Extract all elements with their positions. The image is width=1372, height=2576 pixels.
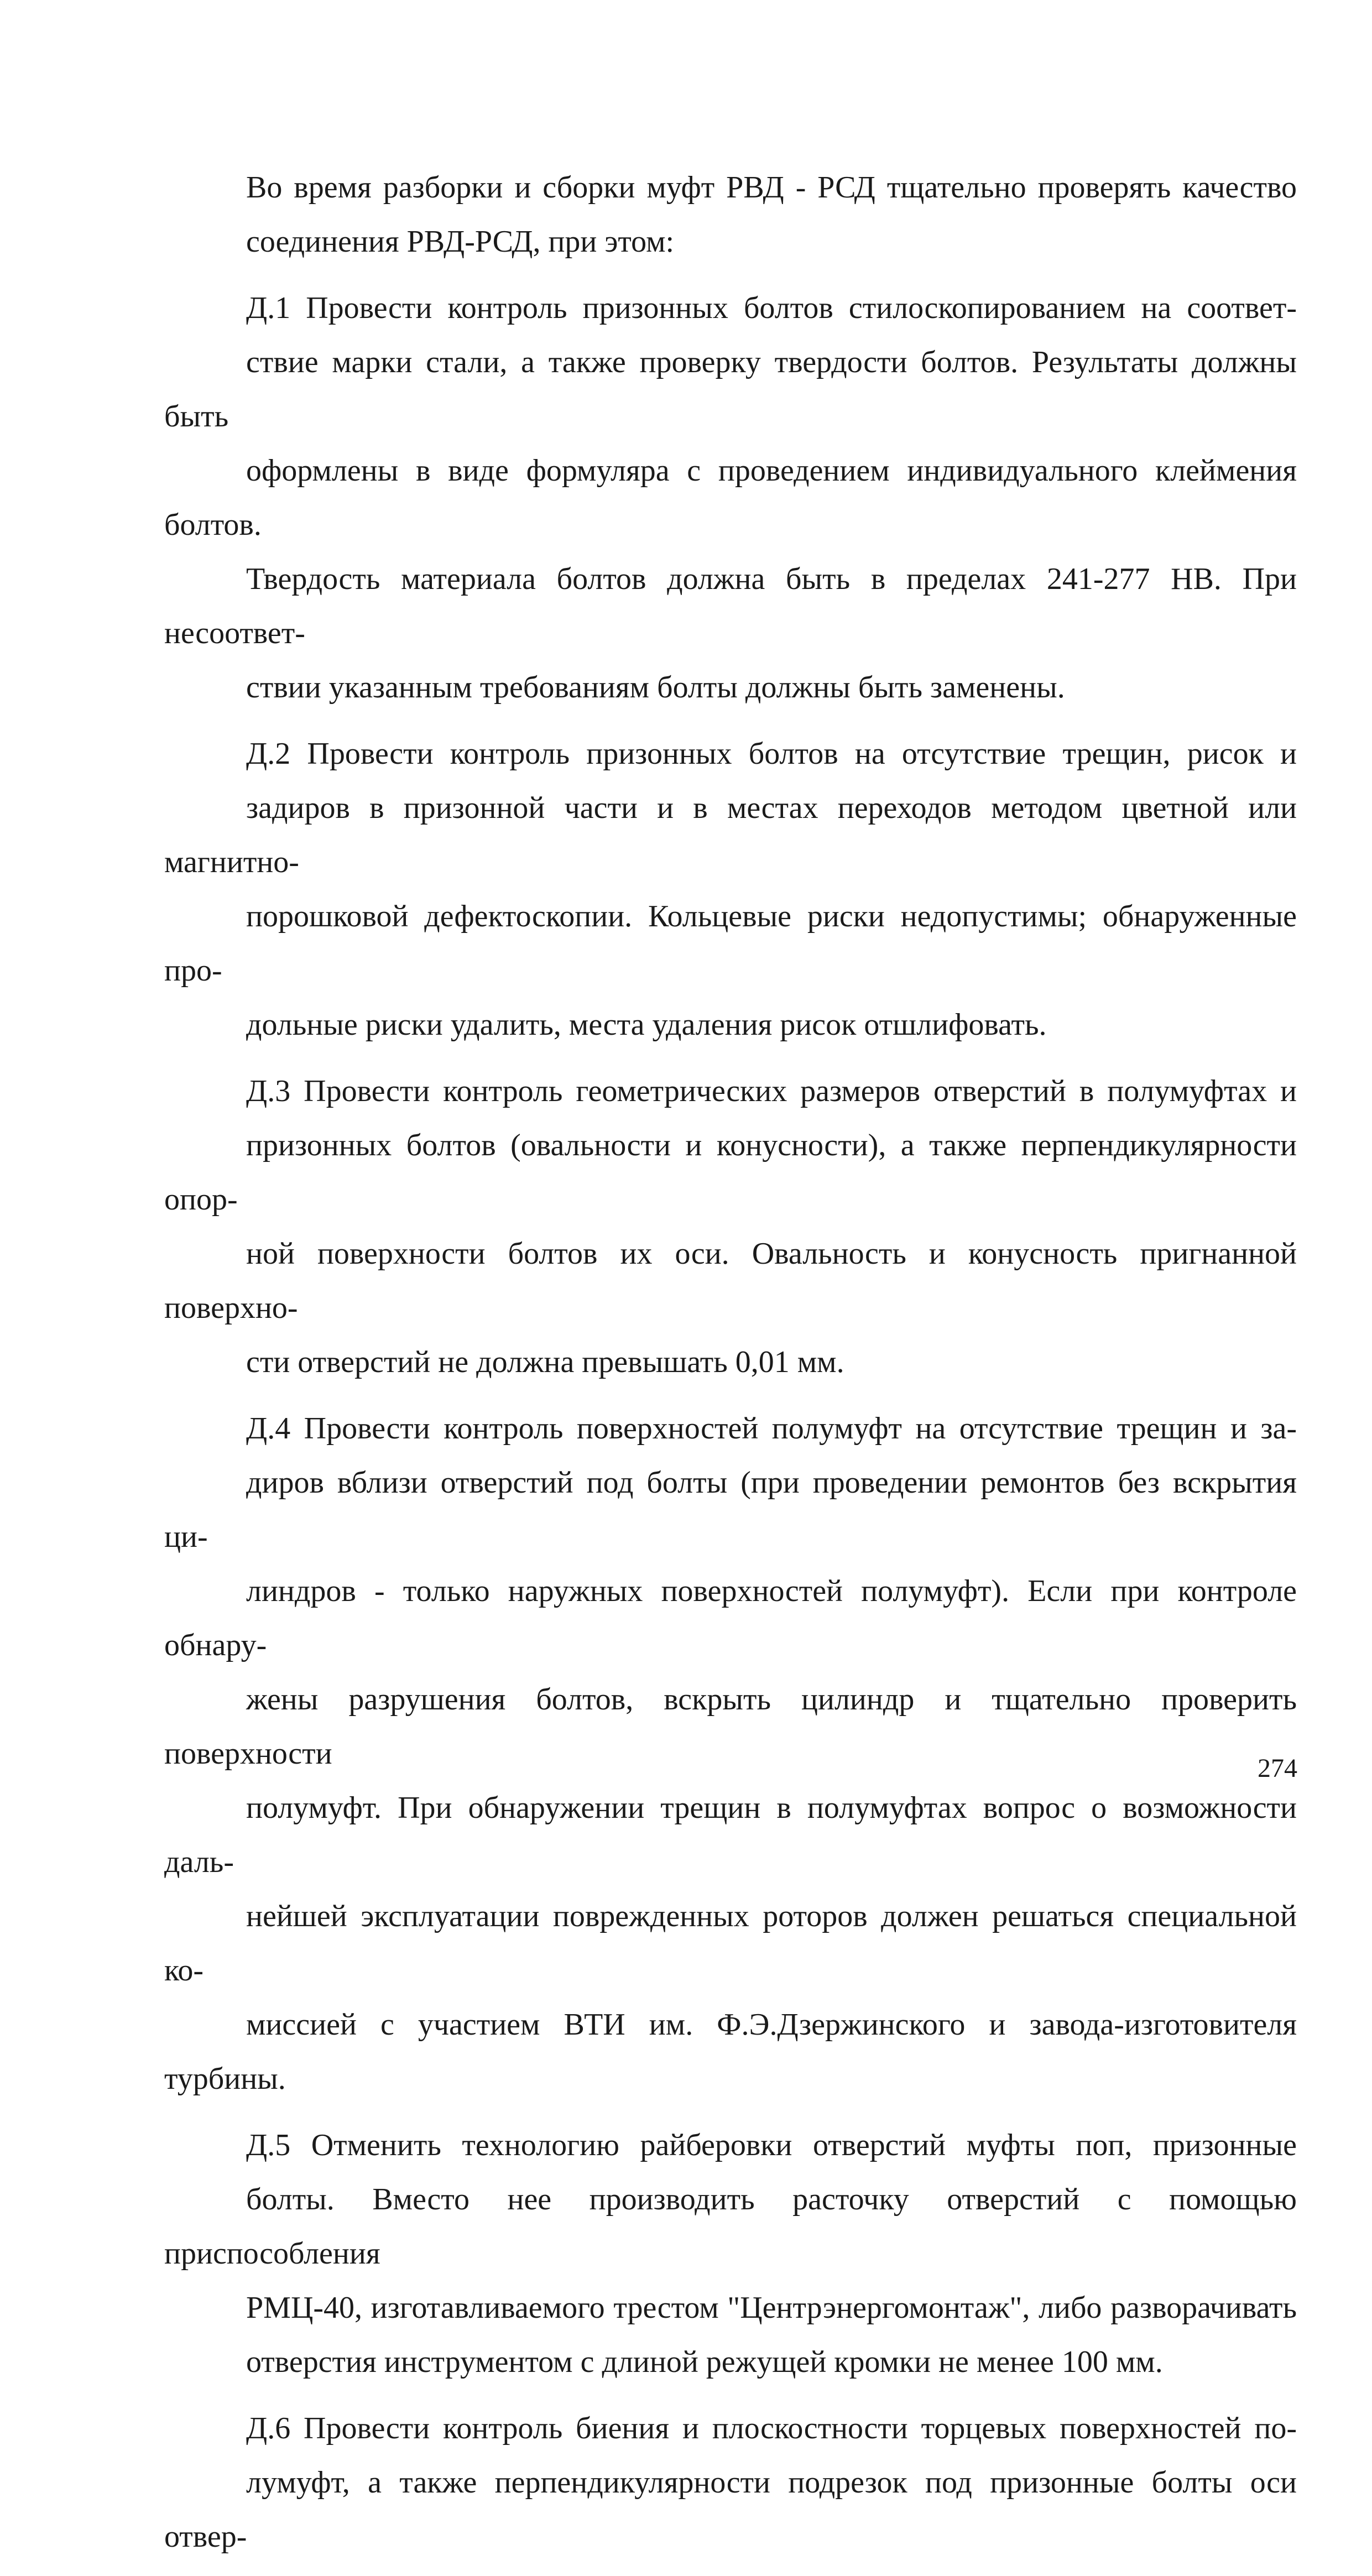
paragraph <box>164 727 1297 1052</box>
page-number: 274 <box>1258 1754 1297 1783</box>
text-line: РМЦ-40, изготавливаемого трестом "Центрэнергомонтаж", либо разворачивать <box>246 2291 1297 2325</box>
text-line: диров вблизи отверстий под болты (при проведении ремонтов без вскрытия ци- <box>164 1466 1297 1554</box>
text-line: Д.4 Провести контроль поверхностей полумуфт на отсутствие трещин и за- <box>246 1411 1297 1446</box>
paragraph <box>164 1064 1297 1389</box>
text-line: болты. Вместо нее производить расточку отверстий с помощью приспособления <box>164 2182 1297 2271</box>
text-line: нейшей эксплуатации поврежденных роторов должен решаться специальной ко- <box>164 1899 1297 1988</box>
text-line: отверстия инструментом с длиной режущей кромки не менее 100 мм. <box>246 2345 1163 2379</box>
text-line: Д.3 Провести контроль геометрических размеров отверстий в полумуфтах и <box>246 1074 1297 1108</box>
text-line: лумуфт, а также перпендикулярности подрезок под призонные болты оси отвер- <box>164 2465 1297 2554</box>
paragraph <box>164 2118 1297 2389</box>
text-line: ной поверхности болтов их оси. Овальность и конусность пригнанной поверхно- <box>164 1237 1297 1325</box>
text-line: Д.1 Провести контроль призонных болтов стилоскопированием на соответ- <box>246 291 1297 325</box>
text-line: жены разрушения болтов, вскрыть цилиндр и тщательно проверить поверхности <box>164 1682 1297 1771</box>
text-line: порошковой дефектоскопии. Кольцевые риски недопустимы; обнаруженные про- <box>164 899 1297 988</box>
text-line: линдров - только наружных поверхностей полумуфт). Если при контроле обнару- <box>164 1574 1297 1662</box>
text-line: задиров в призонной части и в местах переходов методом цветной или магнитно- <box>164 791 1297 879</box>
text-line: полумуфт. При обнаружении трещин в полумуфтах вопрос о возможности даль- <box>164 1791 1297 1879</box>
text-line: миссией с участием ВТИ им. Ф.Э.Дзержинского и завода-изготовителя турбины. <box>164 2007 1297 2096</box>
paragraph <box>164 1401 1297 2106</box>
text-line: Твердость материала болтов должна быть в пределах 241-277 НВ. При несоответ- <box>164 562 1297 650</box>
paragraph <box>164 160 1297 269</box>
text-line: дольные риски удалить, места удаления рисок отшлифовать. <box>246 1008 1047 1042</box>
text-line: оформлены в виде формуляра с проведением индивидуального клеймения болтов. <box>164 453 1297 542</box>
text-line: Д.2 Провести контроль призонных болтов на отсутствие трещин, рисок и <box>246 737 1297 771</box>
body-text <box>164 160 1297 2576</box>
paragraph <box>164 281 1297 715</box>
text-line: сти отверстий не должна превышать 0,01 мм. <box>246 1345 844 1379</box>
text-line: соединения РВД-РСД, при этом: <box>246 225 675 259</box>
text-line: призонных болтов (овальности и конусности), а также перпендикулярности опор- <box>164 1128 1297 1217</box>
text-line: Во время разборки и сборки муфт РВД - РСД тщательно проверять качество <box>246 170 1297 205</box>
text-line: Д.6 Провести контроль биения и плоскостности торцевых поверхностей по- <box>246 2411 1297 2445</box>
text-line: Д.5 Отменить технологию райберовки отверстий муфты поп, призонные <box>246 2128 1297 2162</box>
text-line: ствие марки стали, а также проверку твердости болтов. Результаты должны быть <box>164 345 1297 434</box>
paragraph <box>164 2401 1297 2564</box>
text-line: ствии указанным требованиям болты должны быть заменены. <box>246 670 1065 705</box>
